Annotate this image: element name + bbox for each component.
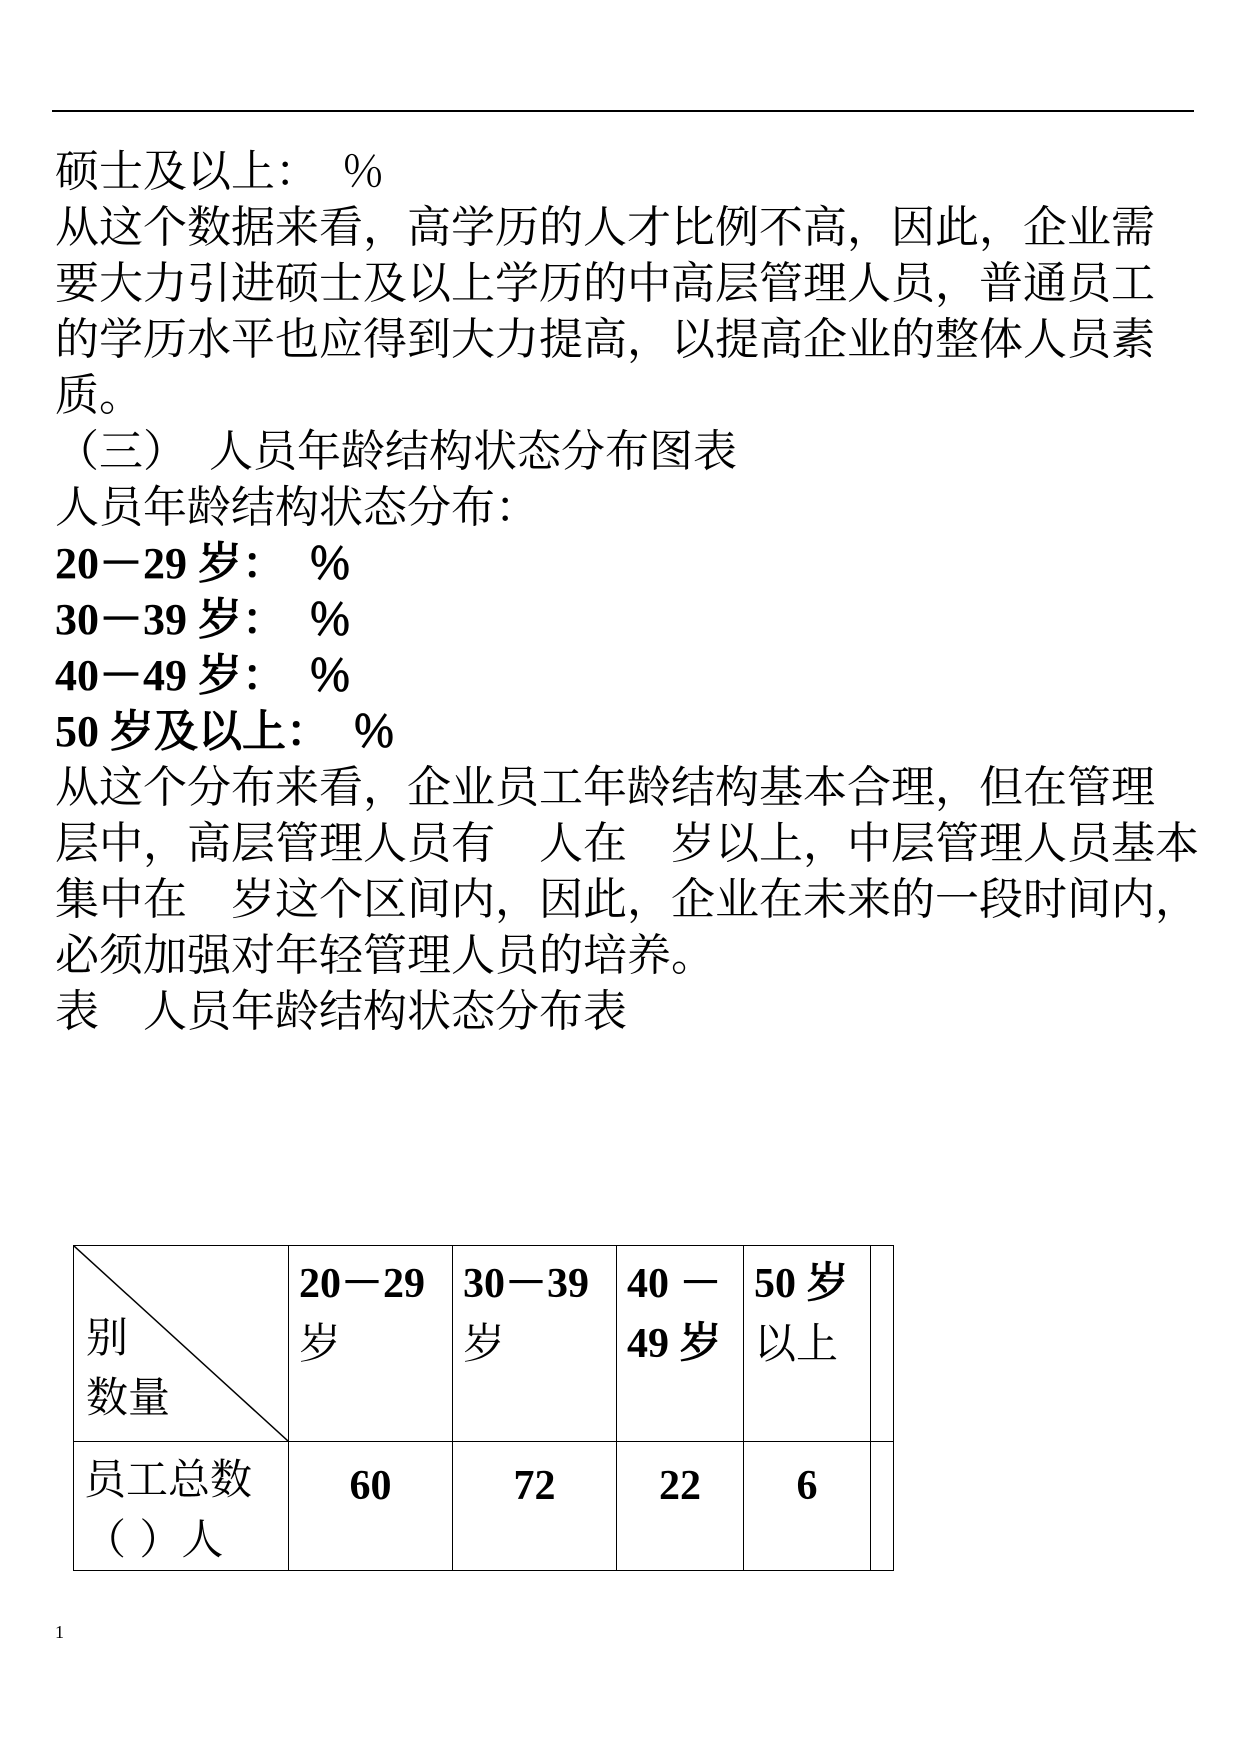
narrow-empty-cell	[871, 1442, 894, 1571]
row-label-cell	[74, 1442, 289, 1571]
header-40-49	[617, 1246, 744, 1442]
age-20-29: 20－29 岁： ％	[55, 539, 352, 588]
text-line-distribution-2: 层中，高层管理人员有 人在 岁以上，中层管理人员基本	[55, 818, 1199, 869]
row-label-line-1: 员工总数	[84, 1455, 253, 1504]
section-heading: （三） 人员年龄结构状态分布图表	[55, 426, 737, 477]
header-40-49-range: 40 －	[627, 1261, 722, 1307]
narrow-empty-column	[871, 1246, 894, 1442]
age-50-plus: 50 岁及以上： ％	[55, 707, 396, 756]
header-30-39-unit: 岁	[463, 1319, 506, 1368]
header-20-29	[289, 1246, 453, 1442]
text-line-analysis-1: 从这个数据来看，高学历的人才比例不高，因此，企业需	[55, 202, 1155, 253]
value-20-29: 60	[289, 1442, 453, 1571]
corner-top-label: 别	[86, 1313, 129, 1362]
header-50-plus-unit: 以上	[754, 1319, 839, 1368]
age-40-49: 40－49 岁： ％	[55, 651, 352, 700]
header-50-plus-range: 50 岁	[754, 1261, 849, 1307]
text-line-distribution-4: 必须加强对年轻管理人员的培养。	[55, 930, 715, 981]
text-line-analysis-3: 的学历水平也应得到大力提高，以提高企业的整体人员素	[55, 314, 1155, 365]
value-30-39: 72	[453, 1442, 617, 1571]
page-number: 1	[55, 1622, 64, 1642]
age-30-39: 30－39 岁： ％	[55, 595, 352, 644]
text-line-master: 硕士及以上： ％	[55, 146, 385, 197]
corner-bottom-label: 数量	[86, 1373, 171, 1422]
text-line-distribution-3: 集中在 岁这个区间内，因此，企业在未来的一段时间内，	[55, 874, 1199, 925]
corner-cell	[74, 1246, 289, 1442]
row-label-line-2: （ ）人	[84, 1515, 224, 1564]
text-line-analysis-2: 要大力引进硕士及以上学历的中高层管理人员，普通员工	[55, 258, 1155, 309]
age-distribution-table	[73, 1245, 894, 1571]
header-20-29-unit: 岁	[299, 1319, 342, 1368]
table-caption: 表 人员年龄结构状态分布表	[55, 986, 627, 1037]
header-50-plus	[744, 1246, 871, 1442]
header-rule	[52, 110, 1194, 112]
value-50-plus: 6	[744, 1442, 871, 1571]
header-20-29-range: 20－29	[299, 1261, 426, 1307]
table-header-row	[74, 1246, 894, 1442]
header-30-39	[453, 1246, 617, 1442]
text-line-analysis-4: 质。	[55, 370, 143, 421]
table-data-row	[74, 1442, 894, 1571]
distribution-label: 人员年龄结构状态分布：	[55, 482, 539, 533]
header-30-39-range: 30－39	[463, 1261, 590, 1307]
value-40-49: 22	[617, 1442, 744, 1571]
text-line-distribution-1: 从这个分布来看，企业员工年龄结构基本合理，但在管理	[55, 762, 1155, 813]
header-40-49-unit: 49 岁	[627, 1321, 722, 1367]
